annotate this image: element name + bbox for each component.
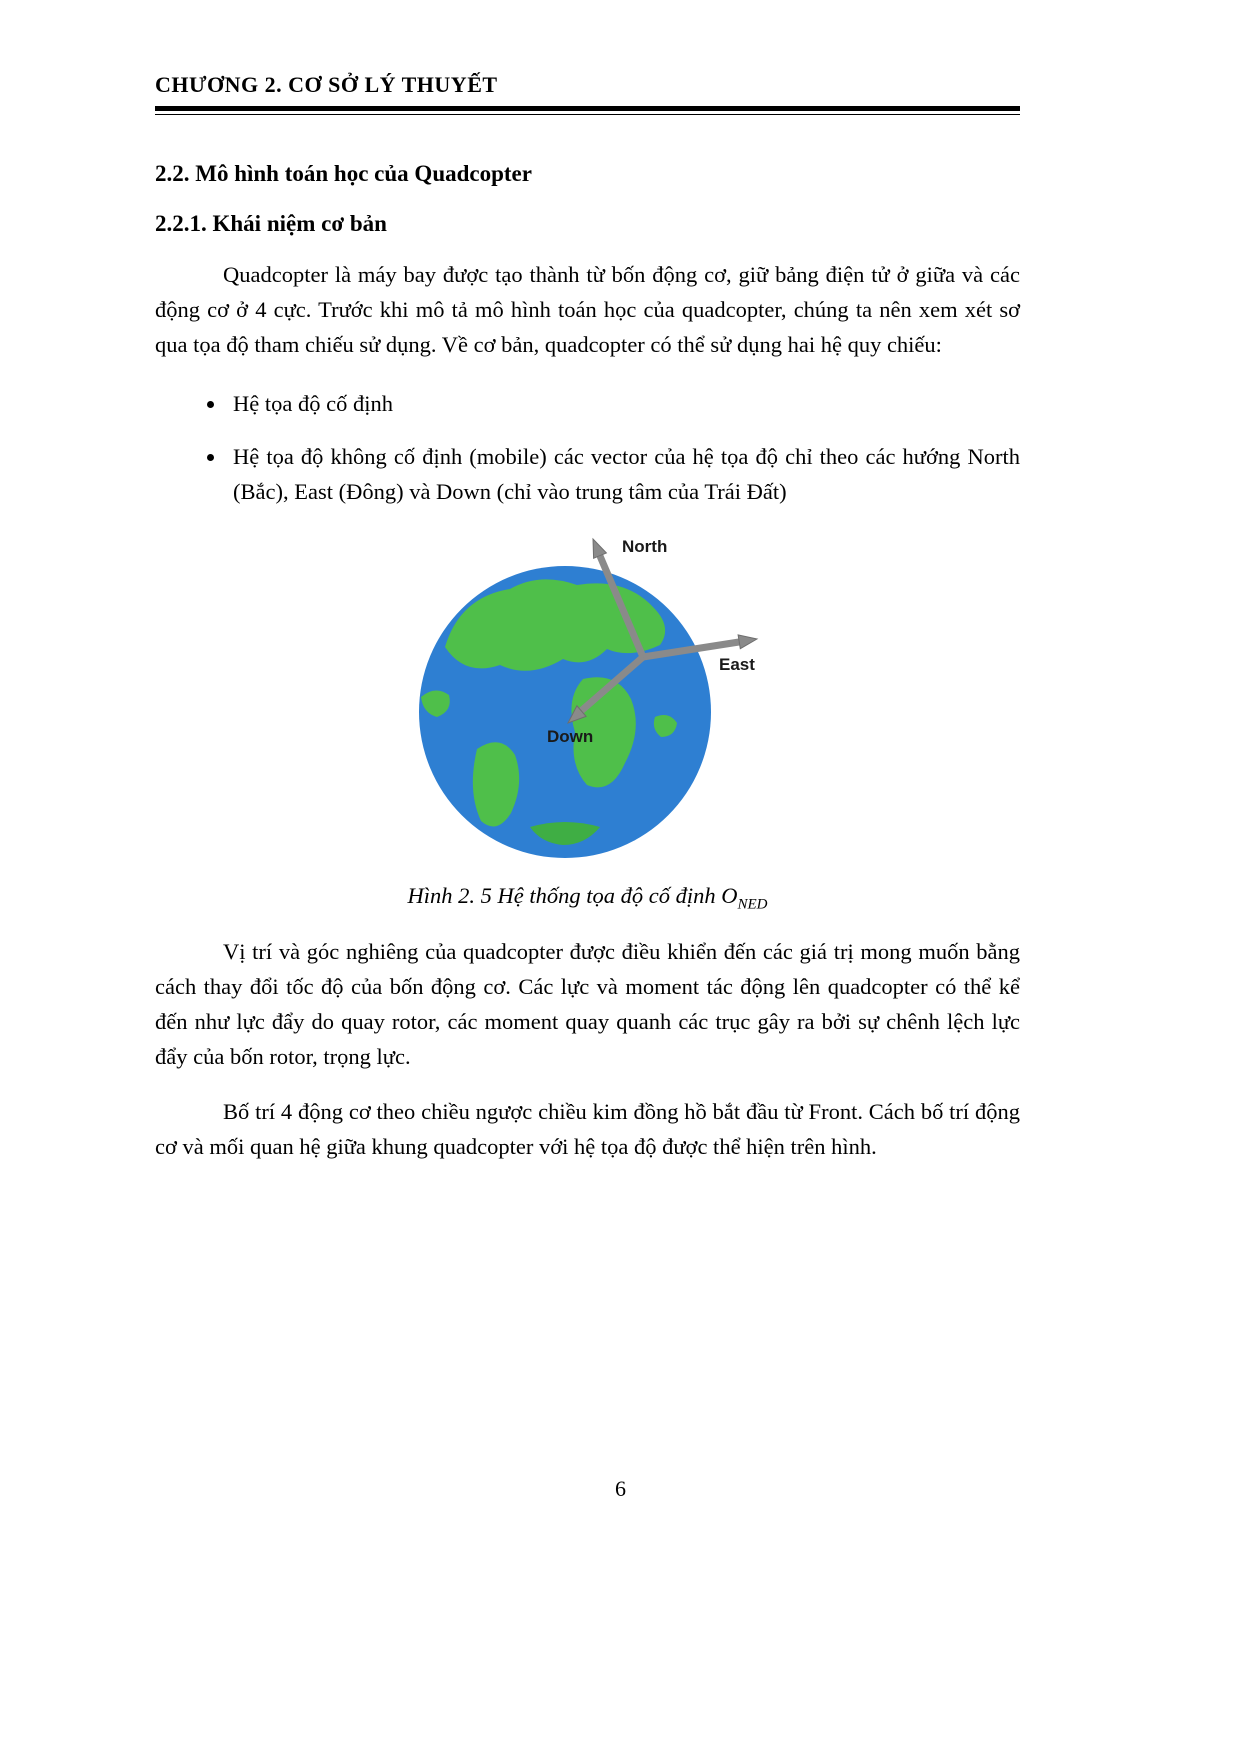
paragraph-position-control: Vị trí và góc nghiêng của quadcopter được điều khiển đến các giá trị mong muốn bằng cách thay đổi tốc độ của bốn động cơ. Các lực và moment tác động lên quadcopter có thể kể đến như lực đẩy do quay rotor, các moment quay quanh các trục gây ra bởi sự chênh lệch lực đẩy của bốn rotor, trọng lực. [155,938,1020,1069]
bullet-list [155,386,1020,509]
east-arrowhead-icon [738,635,757,649]
down-label: Down [547,727,594,746]
east-label: East [719,655,755,674]
list-item: • Hệ tọa độ cố định [227,386,1020,421]
figure-caption-subscript: NED [737,896,768,913]
globe-illustration [325,527,795,869]
section-heading: 2.2. Mô hình toán học của Quadcopter [155,161,532,186]
ned-coordinate-figure [325,527,795,869]
list-item: • Hệ tọa độ không cố định (mobile) các vector của hệ tọa độ chỉ theo các hướng North (Bắc), East (Đông) và Down (chỉ vào trung tâm của Trái Đất) [227,439,1020,509]
running-header: CHƯƠNG 2. CƠ SỞ LÝ THUYẾT [155,72,498,97]
north-label: North [622,537,668,556]
header-rule [155,106,1020,115]
figure-caption-text: Hình 2. 5 Hệ thống tọa độ cố định O [407,883,738,908]
north-arrowhead-icon [593,539,606,558]
paragraph-intro: Quadcopter là máy bay được tạo thành từ bốn động cơ, giữ bảng điện tử ở giữa và các động cơ ở 4 cực. Trước khi mô tả mô hình toán học của quadcopter, chúng ta nên xem xét sơ qua tọa độ tham chiếu sử dụng. Về cơ bản, quadcopter có thể sử dụng hai hệ quy chiếu: [155,262,1020,357]
page-number: 6 [615,1476,626,1501]
figure-caption [155,883,1020,914]
paragraph-motor-layout: Bố trí 4 động cơ theo chiều ngược chiều kim đồng hồ bắt đầu từ Front. Cách bố trí động cơ và mối quan hệ giữa khung quadcopter với hệ tọa độ được thể hiện trên hình. [155,1098,1020,1159]
subsection-heading: 2.2.1. Khái niệm cơ bản [155,211,387,236]
